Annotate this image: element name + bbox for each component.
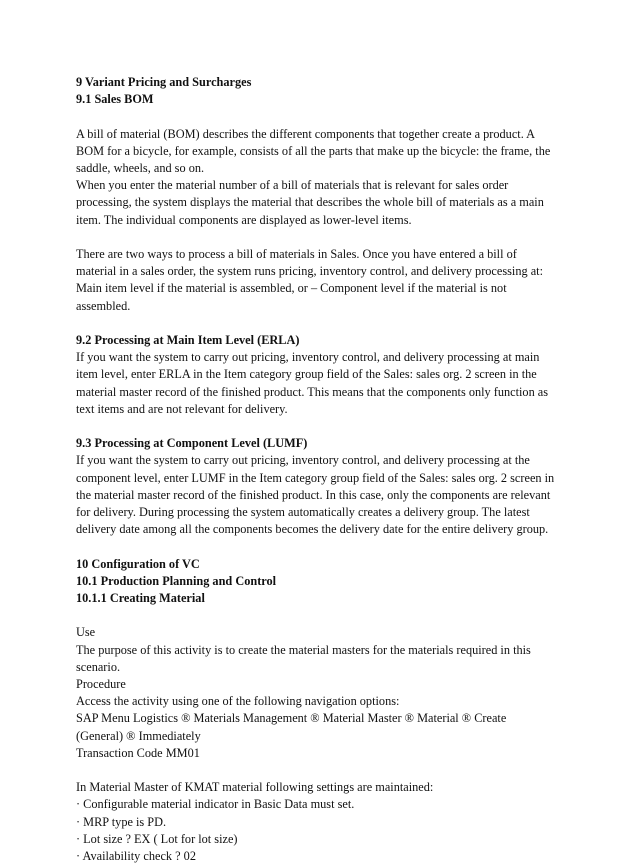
section-heading [76,332,568,349]
text-line: In Material Master of KMAT material following settings are maintained: [76,780,434,795]
text-line: Procedure [76,677,126,692]
paragraph-gap [76,607,568,624]
section-heading [76,435,568,452]
heading-line: 9.1 Sales BOM [76,92,154,107]
body-paragraph [76,452,568,538]
text-line: material in a sales order, the system runs pricing, inventory control, and delivery processing at: [76,264,543,279]
text-line: the material master record of the finished product. In this case, only the components are relevant [76,487,551,502]
paragraph-gap [76,538,568,555]
text-line: SAP Menu Logistics ® Materials Management ® Material Master ® Material ® Create [76,711,507,726]
paragraph-gap [76,108,568,125]
text-line: assembled. [76,298,131,313]
text-line: text items and are not relevant for delivery. [76,401,288,416]
paragraph-gap [76,229,568,246]
text-line: Main item level if the material is assembled, or – Component level if the material is not [76,281,507,296]
text-line: saddle, wheels, and so on. [76,161,205,175]
text-line: processing, the system displays the material that describes the whole bill of materials as a main [76,195,544,210]
body-paragraph [76,246,568,315]
heading-line: 9 Variant Pricing and Surcharges [76,75,252,89]
text-line: When you enter the material number of a bill of materials that is relevant for sales order [76,178,509,193]
text-line: material master record of the finished product. This means that the components only function as [76,384,549,399]
text-line: scenario. [76,659,121,674]
heading-line: 9.2 Processing at Main Item Level (ERLA) [76,333,300,347]
document-body [76,74,568,865]
text-line: for delivery. During processing the system automatically creates a delivery group. The latest [76,505,530,520]
text-line: BOM for a bicycle, for example, consists of all the parts that make up the bicycle: the frame, the [76,143,551,158]
text-line: There are two ways to process a bill of materials in Sales. Once you have entered a bill of [76,247,517,261]
text-line: If you want the system to carry out pricing, inventory control, and delivery processing at the [76,453,530,468]
text-line: A bill of material (BOM) describes the different components that together create a product. A [76,126,536,141]
section-heading [76,556,568,608]
heading-line: 10 Configuration of VC [76,556,200,571]
section-heading [76,74,568,108]
text-line: · MRP type is PD. [76,814,167,829]
text-line: Access the activity using one of the following navigation options: [76,694,400,709]
text-line: delivery date among all the components becomes the delivery date for the entire delivery group. [76,522,549,537]
text-line: item level, enter ERLA in the Item category group field of the Sales: sales org. 2 screen in the [76,367,537,382]
text-line: Transaction Code MM01 [76,745,200,760]
text-line: item. The individual components are displayed as lower-level items. [76,212,412,227]
paragraph-gap [76,315,568,332]
body-paragraph [76,624,568,762]
heading-line: 10.1 Production Planning and Control [76,573,277,588]
text-line: · Configurable material indicator in Basic Data must set. [76,797,355,812]
paragraph-gap [76,418,568,435]
paragraph-gap [76,762,568,779]
text-line: (General) ® Immediately [76,728,201,743]
body-paragraph [76,349,568,418]
text-line: Use [76,625,96,640]
text-line: component level, enter LUMF in the Item category group field of the Sales: sales org. 2 screen in [76,470,555,485]
body-paragraph [76,779,568,865]
text-line: · Availability check ? 02 [76,849,196,864]
body-paragraph [76,126,568,229]
text-line: The purpose of this activity is to create the material masters for the materials required in this [76,642,531,657]
text-line: · Lot size ? EX ( Lot for lot size) [76,831,238,846]
heading-line: 9.3 Processing at Component Level (LUMF) [76,436,308,451]
text-line: If you want the system to carry out pricing, inventory control, and delivery processing at main [76,350,540,365]
heading-line: 10.1.1 Creating Material [76,591,205,606]
